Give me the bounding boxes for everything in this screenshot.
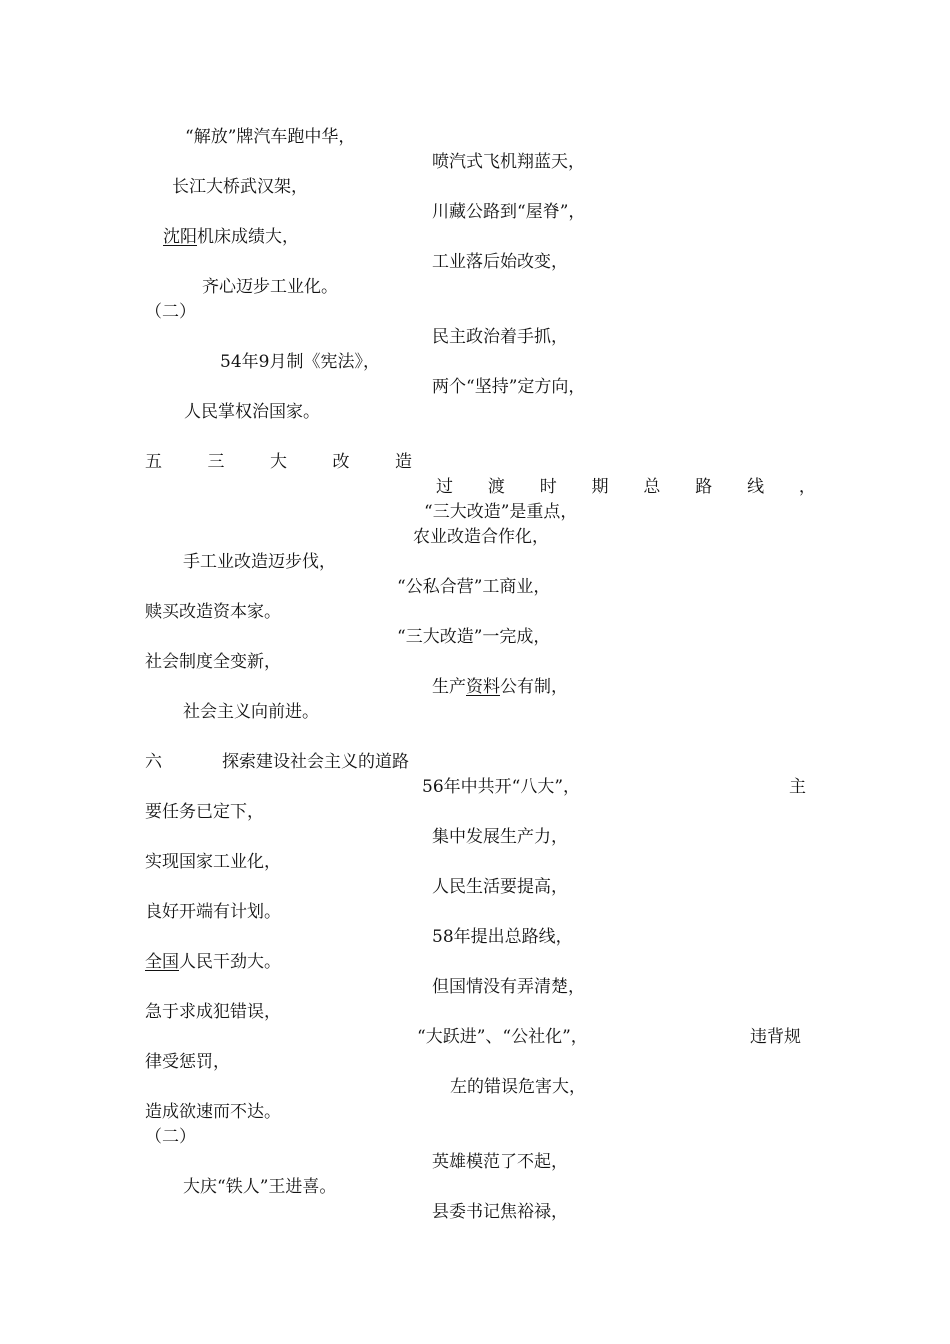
- verse-line: 民主政治着手抓，: [432, 327, 568, 347]
- subsection-label: （二）: [145, 302, 196, 322]
- verse-text: 机床成绩大，: [197, 227, 299, 247]
- verse-line: [432, 676, 568, 698]
- verse-line: 良好开端有计划。: [145, 902, 281, 922]
- heading-char: 大: [270, 452, 287, 472]
- verse-line-tail: 主: [789, 777, 806, 797]
- ziliao-link[interactable]: 资料: [466, 677, 500, 697]
- verse-line: 喷汽式飞机翔蓝天，: [432, 152, 585, 172]
- shenyang-link[interactable]: 沈阳: [163, 227, 197, 247]
- verse-line: “三大改造”一完成，: [397, 627, 551, 647]
- verse-line: 造成欲速而不达。: [145, 1102, 281, 1122]
- verse-line: “大跃进”、“公社化”，: [417, 1027, 588, 1047]
- verse-line: 工业落后始改变，: [432, 252, 568, 272]
- verse-line: 县委书记焦裕禄，: [432, 1202, 568, 1222]
- verse-line-tail: 违背规: [750, 1027, 801, 1047]
- verse-line: 齐心迈步工业化。: [202, 277, 338, 297]
- verse-line: 集中发展生产力，: [432, 827, 568, 847]
- verse-char: 总: [643, 477, 661, 497]
- heading-char: 三: [207, 452, 225, 472]
- verse-line: “解放”牌汽车跑中华，: [185, 127, 356, 147]
- verse-line: 58年提出总路线，: [432, 927, 573, 947]
- verse-line: 农业改造合作化，: [413, 527, 549, 547]
- heading-char: 五: [145, 452, 162, 472]
- verse-char: 线: [747, 477, 765, 497]
- verse-char: 路: [695, 477, 713, 497]
- verse-line: 大庆“铁人”王进喜。: [183, 1177, 337, 1197]
- heading-char: 改: [332, 452, 350, 472]
- verse-line: 56年中共开“八大”，: [422, 777, 581, 797]
- verse-char: 时: [539, 477, 557, 497]
- verse-line: 要任务已定下，: [145, 802, 264, 822]
- verse-char: 期: [591, 477, 609, 497]
- verse-line: 54年9月制《宪法》，: [220, 352, 380, 372]
- verse-line: [163, 226, 299, 248]
- verse-line: 川藏公路到“屋脊”，: [432, 202, 586, 222]
- verse-line-spaced: [436, 476, 816, 498]
- section-heading-5: [145, 451, 412, 473]
- verse-line: 手工业改造迈步伐，: [183, 552, 336, 572]
- verse-char: 渡: [487, 477, 505, 497]
- verse-line: 长江大桥武汉架，: [172, 177, 308, 197]
- verse-text: 公有制，: [500, 677, 568, 697]
- verse-line: 社会主义向前进。: [183, 702, 319, 722]
- verse-line: 但国情没有弄清楚，: [432, 977, 585, 997]
- verse-line: 社会制度全变新，: [145, 652, 281, 672]
- section-number-6: 六: [145, 752, 162, 772]
- verse-line: 英雄模范了不起，: [432, 1152, 568, 1172]
- verse-line: 急于求成犯错误，: [145, 1002, 281, 1022]
- heading-char: 造: [395, 452, 412, 472]
- section-title-6: 探索建设社会主义的道路: [222, 752, 409, 772]
- verse-text: 人民干劲大。: [179, 952, 281, 972]
- verse-line: 实现国家工业化，: [145, 852, 281, 872]
- verse-char: ，: [798, 477, 816, 497]
- verse-line: [145, 951, 281, 973]
- verse-line: 人民生活要提高，: [432, 877, 568, 897]
- verse-line: 左的错误危害大，: [450, 1077, 586, 1097]
- verse-line: “三大改造”是重点，: [424, 502, 578, 522]
- verse-line: 两个“坚持”定方向，: [432, 377, 586, 397]
- quanguo-link[interactable]: 全国: [145, 952, 179, 972]
- verse-line: 人民掌权治国家。: [184, 402, 320, 422]
- verse-line: “公私合营”工商业，: [397, 577, 551, 597]
- subsection-label: （二）: [145, 1127, 196, 1147]
- verse-line: 赎买改造资本家。: [145, 602, 281, 622]
- verse-text: 生产: [432, 677, 466, 697]
- verse-char: 过: [436, 477, 453, 497]
- verse-line: 律受惩罚，: [145, 1052, 230, 1072]
